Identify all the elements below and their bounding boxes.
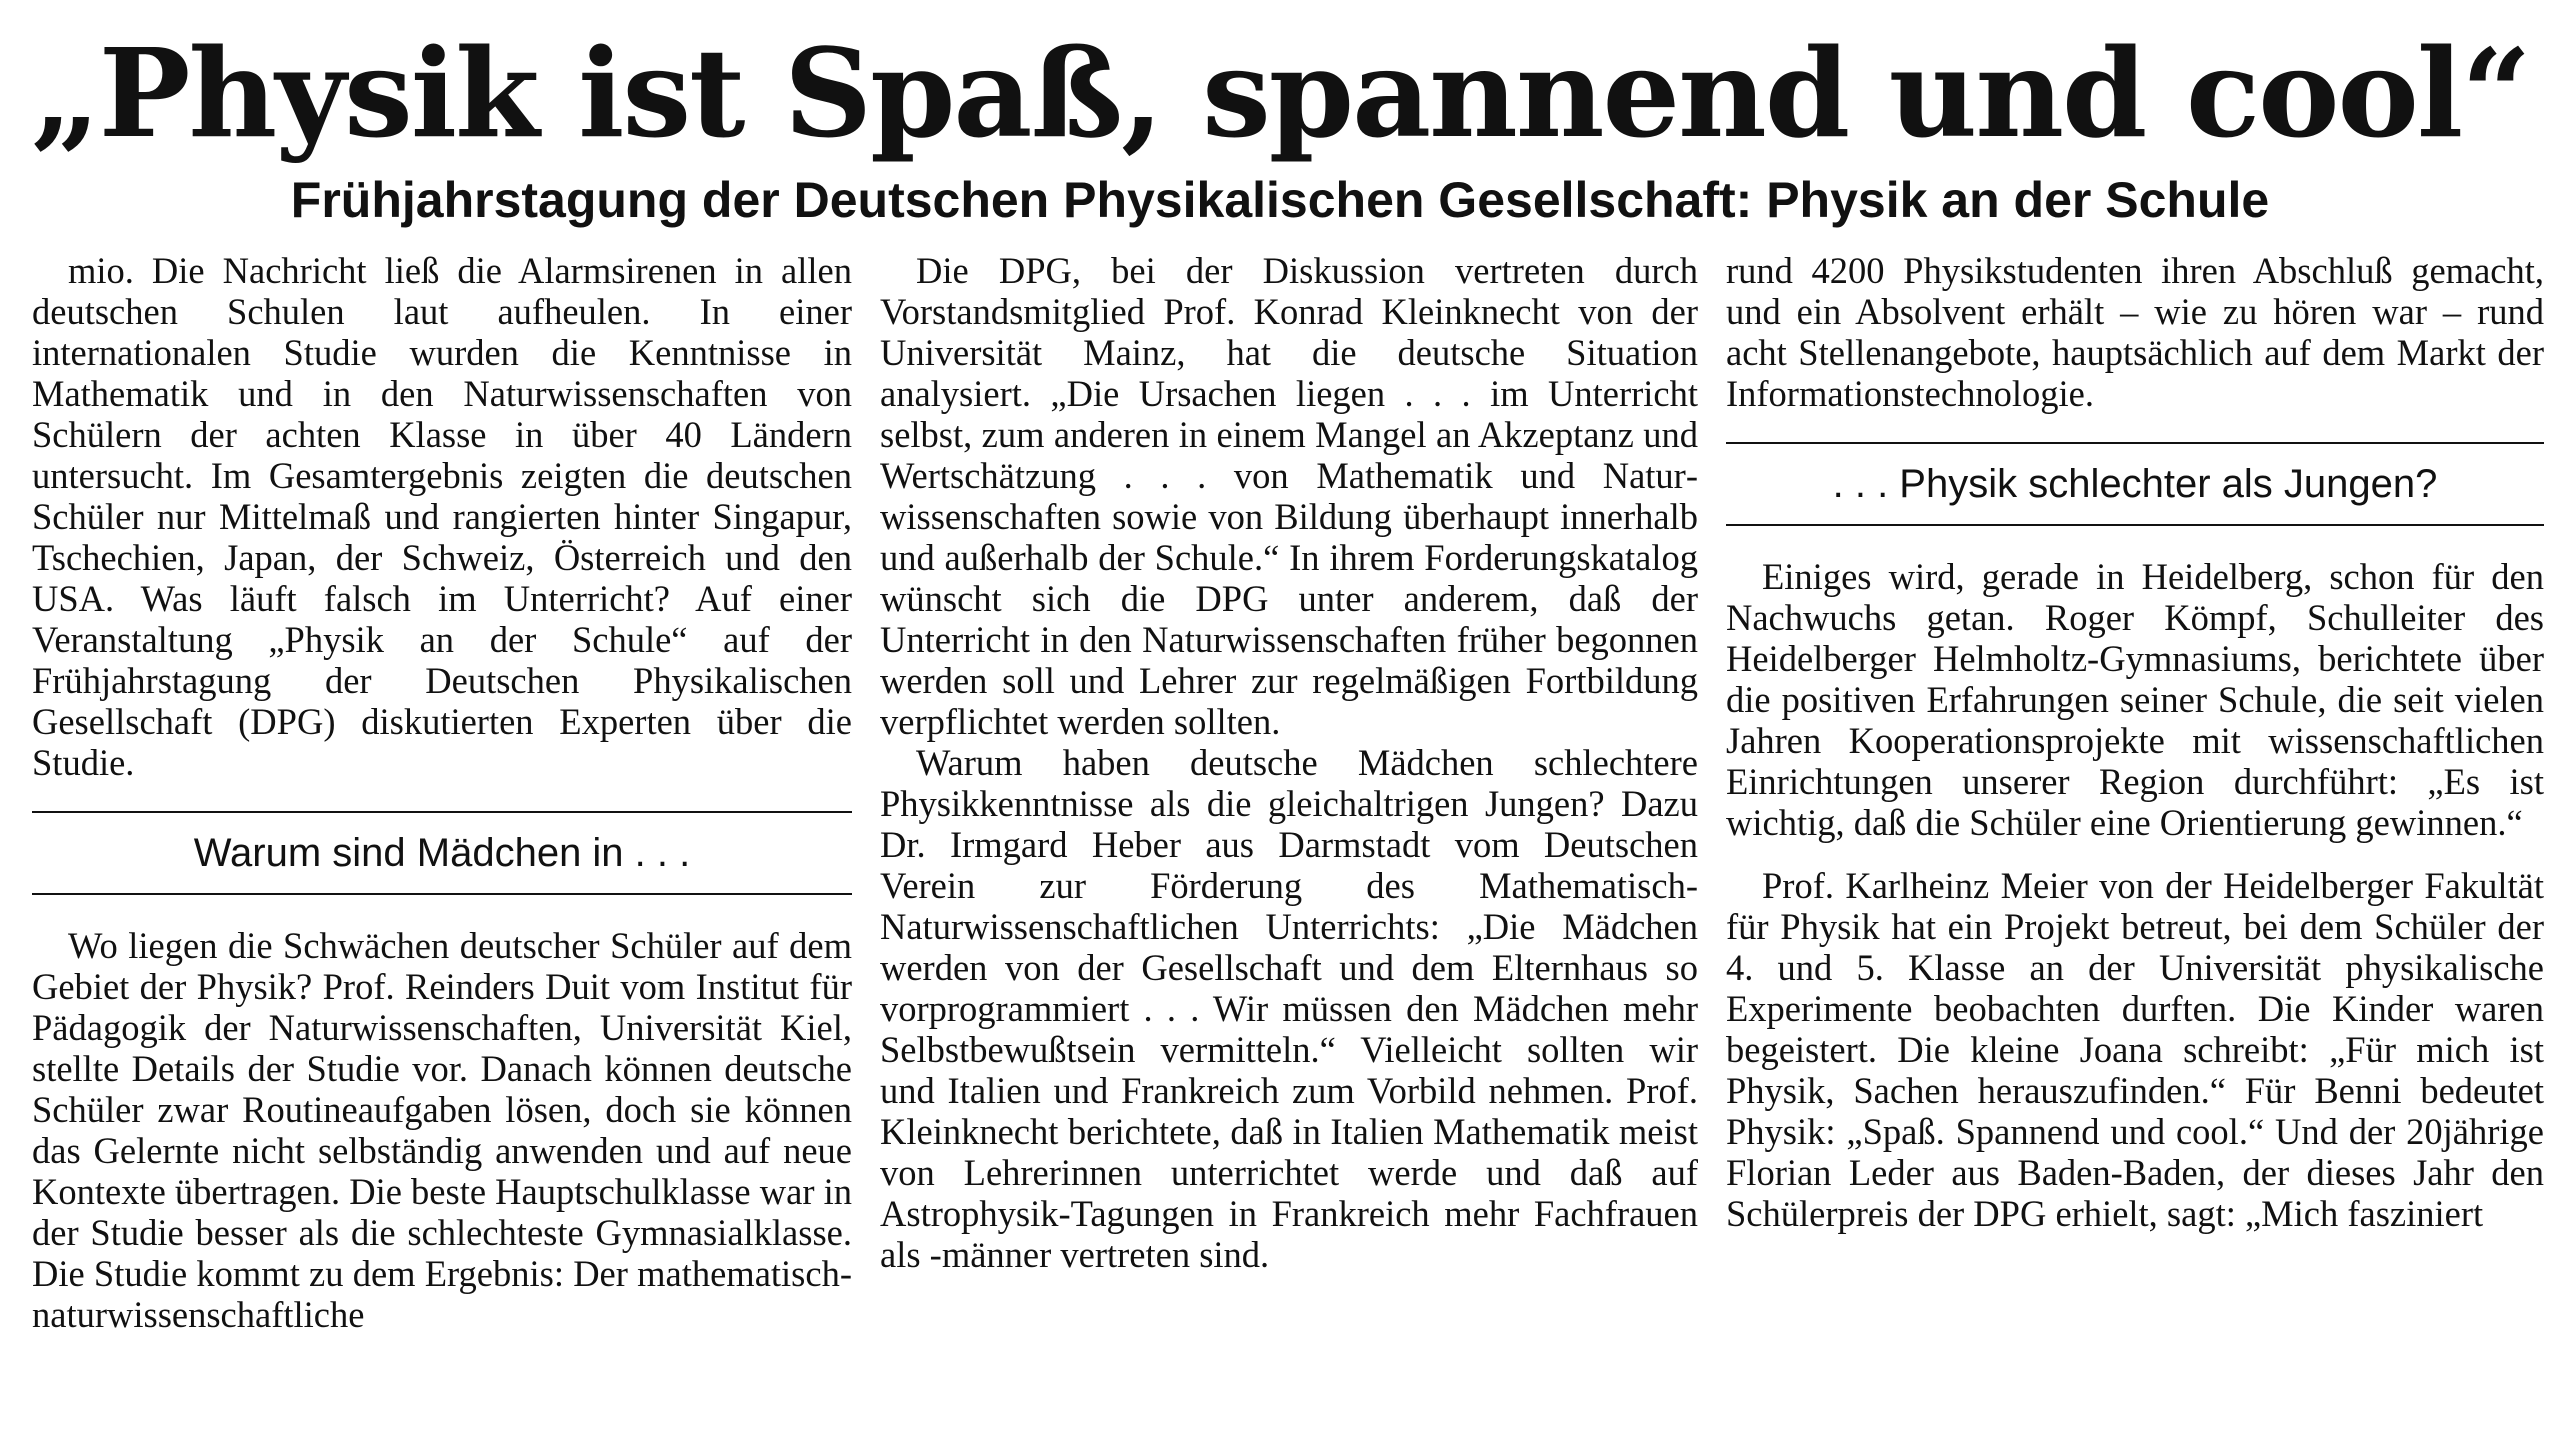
section-heading: Warum sind Mädchen in . . . (193, 831, 691, 875)
paragraph: Einiges wird, gerade in Heidelberg, schon für den Nachwuchs getan. Roger Kömpf, Schulleiter des Heidelberger Helmholtz-Gymnasiums, berichtete über die positiven Erfahrungen seiner Schule, die seit vielen Jahren Kooperationsprojekte mit wissenschaftlichen Einrichtungen unserer Region durchführt: „Es ist wichtig, daß die Schüler eine Orientierung gewinnen.“ (1726, 556, 2544, 843)
paragraph: rund 4200 Physikstudenten ihren Abschluß gemacht, und ein Absolvent erhält – wie zu hören war – rund acht Stellenangebote, hauptsächlich auf dem Markt der Informationstechnologie. (1726, 250, 2544, 414)
column-3 (1726, 250, 2544, 1440)
paragraph: Prof. Karlheinz Meier von der Heidelberger Fakultät für Physik hat ein Projekt betreut, bei dem Schüler der 4. und 5. Klasse an der Universität physikalische Experimente beobachten durften. Die Kinder waren begeistert. Die kleine Joana schreibt: „Für mich ist Physik, Sachen herauszufinden.“ Für Benni bedeutet Physik: „Spaß. Spannend und cool.“ Und der 20jährige Florian Leder aus Baden-Baden, der dieses Jahr den Schülerpreis der DPG erhielt, sagt: „Mich fasziniert (1726, 865, 2544, 1234)
subheadline: Frühjahrstagung der Deutschen Physikalischen Gesellschaft: Physik an der Schule (290, 172, 2270, 228)
paragraph: Die DPG, bei der Diskussion vertreten durch Vorstandsmitglied Prof. Konrad Kleinknecht von der Universität Mainz, hat die deutsche Situation analysiert. „Die Ursachen liegen . . . im Unterricht selbst, zum anderen in einem Mangel an Akzeptanz und Wertschätzung . . . von Mathematik und Naturwissenschaften sowie von Bildung überhaupt innerhalb und außerhalb der Schule.“ In ihrem Forderungskatalog wünscht sich die DPG unter anderem, daß der Unterricht in den Naturwissenschaften früher begonnen werden soll und Lehrer zur regelmäßigen Fortbildung verpflichtet werden sollten. (880, 250, 1698, 742)
column-2 (880, 250, 1698, 1440)
paragraph: mio. Die Nachricht ließ die Alarmsirenen in allen deutschen Schulen laut aufheulen. In einer internationalen Studie wurden die Kenntnisse in Mathematik und in den Naturwissenschaften von Schülern der achten Klasse in über 40 Ländern untersucht. Im Gesamtergebnis zeigten die deutschen Schüler nur Mittelmaß und rangierten hinter Singapur, Tschechien, Japan, der Schweiz, Österreich und den USA. Was läuft falsch im Unterricht? Auf einer Veranstaltung „Physik an der Schule“ auf der Frühjahrstagung der Deutschen Physikalischen Gesellschaft (DPG) diskutierten Experten über die Studie. (32, 250, 852, 783)
column-1 (32, 250, 852, 1440)
section-heading-box (1726, 442, 2544, 526)
headline: „Physik ist Spaß, spannend und cool“ (30, 21, 2530, 165)
paragraph: Warum haben deutsche Mädchen schlechtere Physikkenntnisse als die gleichaltrigen Jungen? Dazu Dr. Irmgard Heber aus Darmstadt vom Deutschen Verein zur Förderung des Mathematisch-Naturwissenschaftlichen Unterrichts: „Die Mädchen werden von der Gesellschaft und dem Elternhaus so vorprogrammiert . . . Wir müssen den Mädchen mehr Selbstbewußtsein vermitteln.“ Vielleicht sollten wir und Italien und Frankreich zum Vorbild nehmen. Prof. Kleinknecht berichtete, daß in Italien Mathematik meist von Lehrerinnen unterrichtet werde und daß auf Astrophysik-Tagungen in Frankreich mehr Fachfrauen als -männer vertreten sind. (880, 742, 1698, 1275)
section-heading-box (32, 811, 852, 895)
section-heading: . . . Physik schlechter als Jungen? (1832, 462, 2438, 506)
paragraph: Wo liegen die Schwächen deutscher Schüler auf dem Gebiet der Physik? Prof. Reinders Duit vom Institut für Pädagogik der Naturwissenschaften, Universität Kiel, stellte Details der Studie vor. Danach können deutsche Schüler zwar Routineaufgaben lösen, doch sie können das Gelernte nicht selbständig anwenden und auf neue Kontexte übertragen. Die beste Hauptschulklasse war in der Studie besser als die schlechteste Gymnasialklasse. Die Studie kommt zu dem Ergebnis: Der mathematisch-naturwissenschaftliche (32, 925, 852, 1335)
